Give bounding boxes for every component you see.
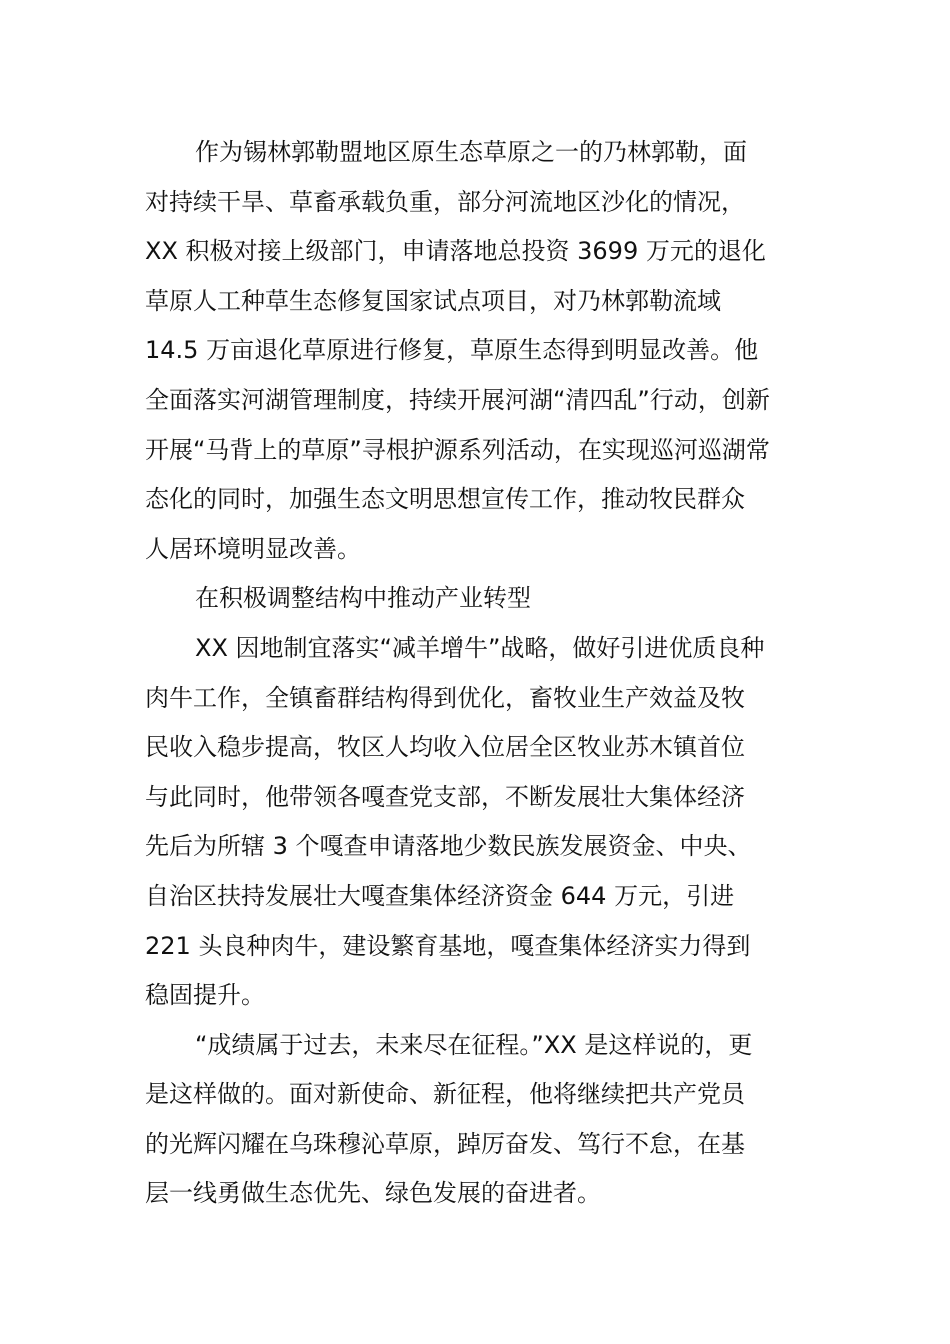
paragraph-line: 民收入稳步提高，牧区人均收入位居全区牧业苏木镇首位	[145, 733, 745, 762]
paragraph-line: 全面落实河湖管理制度，持续开展河湖“清四乱”行动，创新	[145, 385, 770, 414]
paragraph-line: 先后为所辖 3 个嘎查申请落地少数民族发展资金、中央、	[145, 832, 752, 861]
paragraph-line: 层一线勇做生态优先、绿色发展的奋进者。	[145, 1179, 601, 1208]
paragraph-line: “成绩属于过去，未来尽在征程。”XX 是这样说的，更	[195, 1030, 753, 1059]
paragraph-line: 14.5 万亩退化草原进行修复，草原生态得到明显改善。他	[145, 336, 759, 365]
paragraph-line: 是这样做的。面对新使命、新征程，他将继续把共产党员	[145, 1080, 745, 1109]
section-heading: 在积极调整结构中推动产业转型	[195, 584, 531, 613]
paragraph-line: 作为锡林郭勒盟地区原生态草原之一的乃林郭勒，面	[195, 138, 747, 166]
paragraph-3	[145, 1021, 810, 1219]
paragraph-line: 态化的同时，加强生态文明思想宣传工作，推动牧民群众	[145, 485, 745, 514]
paragraph-line: 开展“马背上的草原”寻根护源系列活动，在实现巡河巡湖常	[145, 435, 770, 464]
paragraph-line: 草原人工种草生态修复国家试点项目，对乃林郭勒流域	[145, 286, 721, 315]
paragraph-line: 自治区扶持发展壮大嘎查集体经济资金 644 万元，引进	[145, 881, 735, 910]
paragraph-line: XX 积极对接上级部门，申请落地总投资 3699 万元的退化	[145, 237, 766, 266]
paragraph-line: 与此同时，他带领各嘎查党支部，不断发展壮大集体经济	[145, 782, 745, 811]
paragraph-line: 221 头良种肉牛，建设繁育基地，嘎查集体经济实力得到	[145, 931, 751, 960]
paragraph-line: 稳固提升。	[145, 981, 265, 1010]
paragraph-line: 的光辉闪耀在乌珠穆沁草原，踔厉奋发、笃行不怠，在基	[145, 1129, 745, 1158]
paragraph-line: 人居环境明显改善。	[145, 534, 361, 563]
paragraph-line: 对持续干旱、草畜承载负重，部分河流地区沙化的情况，	[145, 187, 745, 216]
paragraph-1	[145, 128, 810, 574]
paragraph-line: XX 因地制宜落实“减羊增牛”战略，做好引进优质良种	[195, 633, 765, 662]
paragraph-2	[145, 624, 810, 1021]
paragraph-line: 肉牛工作，全镇畜群结构得到优化，畜牧业生产效益及牧	[145, 683, 745, 712]
document-body	[145, 128, 810, 1219]
